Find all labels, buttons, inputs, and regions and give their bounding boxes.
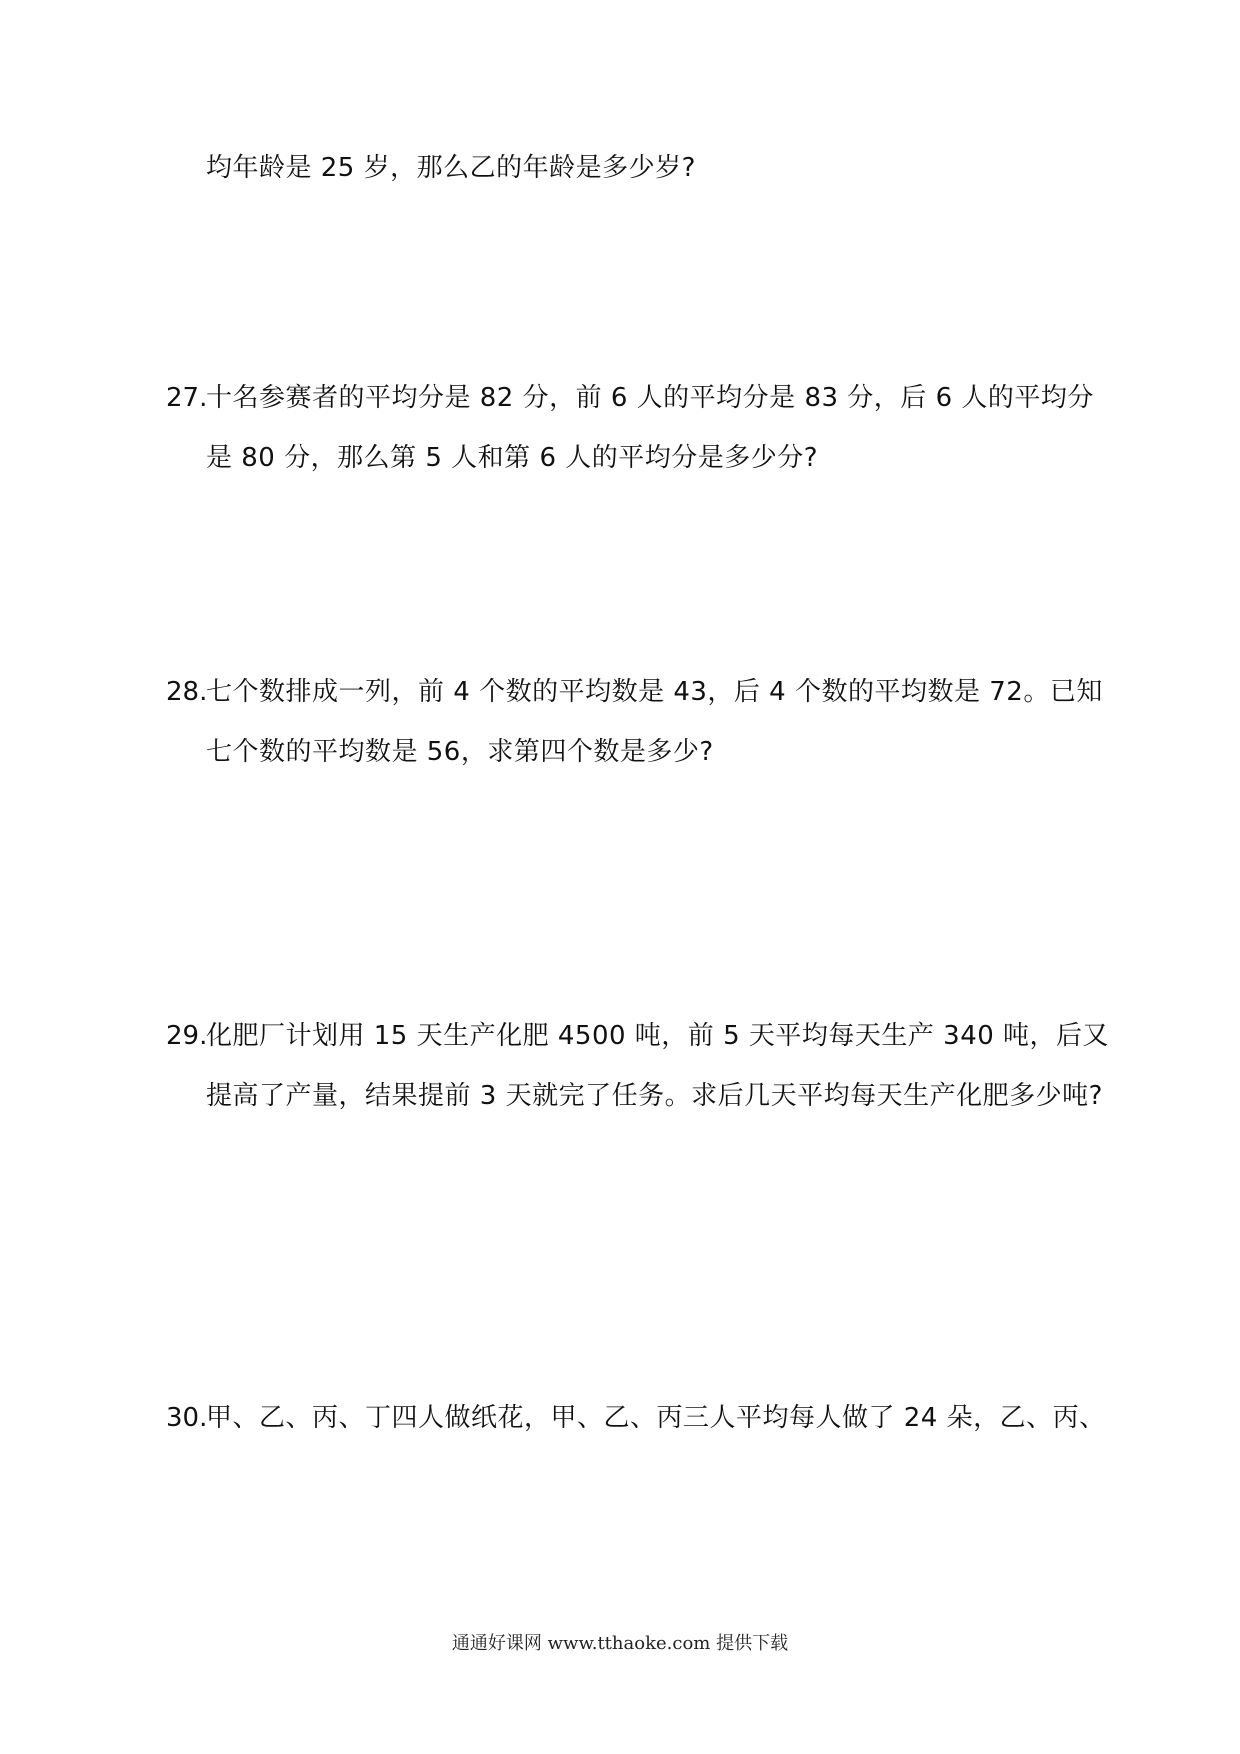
question-27-number: 27. <box>166 383 208 413</box>
question-27-line-2: 是 80 分，那么第 5 人和第 6 人的平均分是多少分? <box>206 443 819 473</box>
question-29-line-1: 化肥厂计划用 15 天生产化肥 4500 吨，前 5 天平均每天生产 340 吨，后又 <box>206 1021 1110 1051</box>
question-29-number: 29. <box>166 1021 208 1051</box>
question-28-line-2: 七个数的平均数是 56，求第四个数是多少? <box>206 737 714 767</box>
question-28-number: 28. <box>166 677 208 707</box>
question-29-line-2: 提高了产量，结果提前 3 天就完了任务。求后几天平均每天生产化肥多少吨? <box>206 1081 1103 1111</box>
question-30-line-1: 甲、乙、丙、丁四人做纸花，甲、乙、丙三人平均每人做了 24 朵，乙、丙、 <box>206 1403 1106 1433</box>
question-30-number: 30. <box>166 1403 208 1433</box>
question-28-line-1: 七个数排成一列，前 4 个数的平均数是 43，后 4 个数的平均数是 72。已知 <box>206 677 1103 707</box>
page-footer: 通通好课网 www.tthaoke.com 提供下载 <box>451 1633 789 1654</box>
question-26-line-2: 均年龄是 25 岁，那么乙的年龄是多少岁? <box>206 153 696 183</box>
question-27-line-1: 十名参赛者的平均分是 82 分，前 6 人的平均分是 83 分，后 6 人的平均分 <box>206 383 1094 413</box>
